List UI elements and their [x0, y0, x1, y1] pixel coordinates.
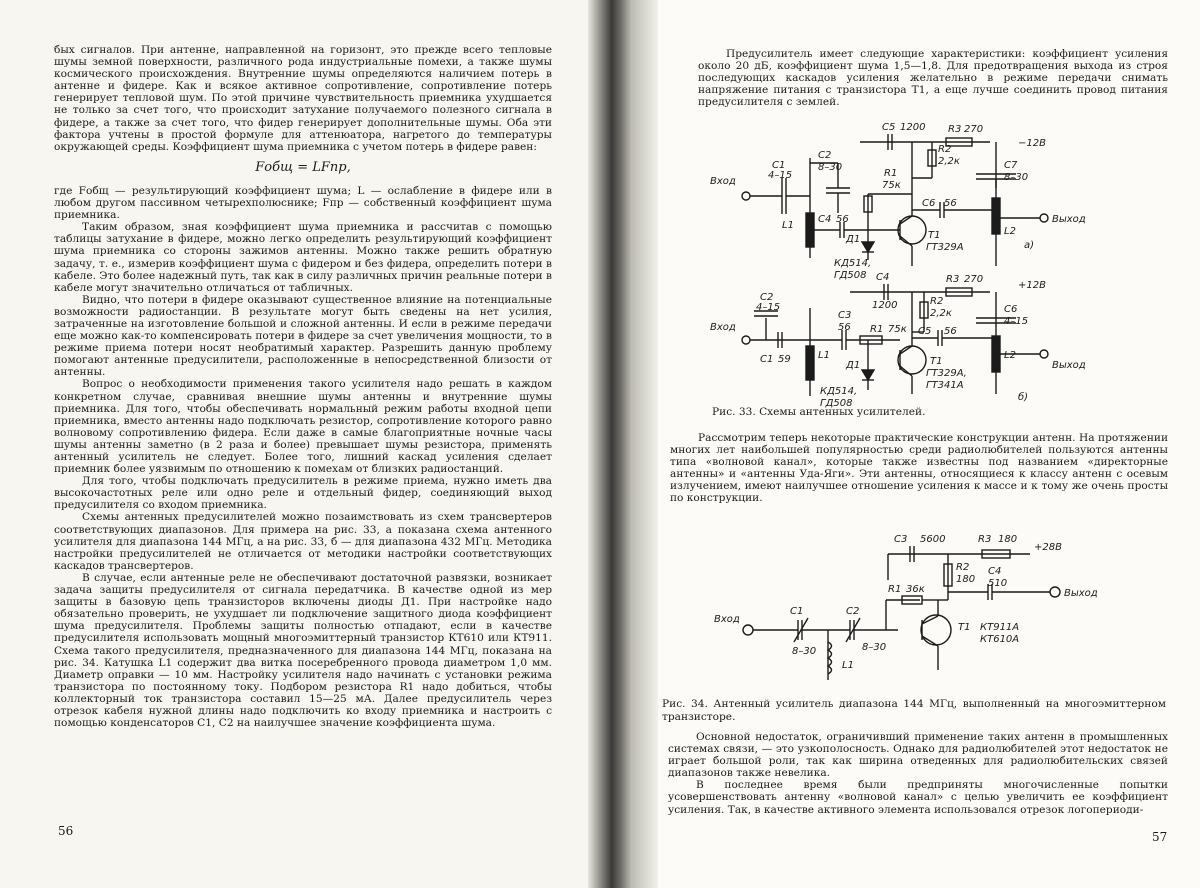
- fig33b-output-label: Выход: [1052, 360, 1086, 371]
- book-gutter: [588, 0, 658, 888]
- fig34-input-label: Вход: [714, 614, 740, 625]
- page-number-left: 56: [58, 824, 74, 838]
- fig33b-t1-type-b: ГТ341А: [926, 380, 964, 391]
- fig33a-input-label: Вход: [710, 176, 736, 187]
- paragraph: Рассмотрим теперь некоторые практические конструкции антенн. На протяжении многих лет наибольшей популярностью среди радиолюбителей пользуются антенны типа «волновой канал», которые также известны под названием «директорные антенны» и «антенны Уда-Яги». Эти антенны, относящиеся к классу антенн с осевым излучением, имеют наилучшее отношение усиления к массе и к тому же очень просты по конструкции.: [670, 432, 1168, 505]
- fig33a-sublabel: а): [1024, 240, 1035, 251]
- fig33a-t1: T1: [928, 230, 941, 241]
- fig33b-c2-value: 4–15: [756, 302, 781, 313]
- fig34-t1: T1: [958, 622, 971, 633]
- fig33b-r2: R2: [930, 296, 944, 307]
- fig33b-c3: C3: [838, 310, 852, 321]
- fig33b-c4-value: 1200: [872, 300, 898, 311]
- fig33a-c5: C5: [882, 122, 896, 133]
- fig33b-c3-value: 56: [838, 322, 851, 333]
- fig34-c3-value: 5600: [920, 534, 946, 545]
- fig33b-c1-value: 59: [778, 354, 791, 365]
- fig34-c4-value: 510: [988, 578, 1008, 589]
- fig33b-c1: C1: [760, 354, 774, 365]
- fig34-r2: R2: [956, 562, 970, 573]
- fig33a-r3: R3: [948, 124, 962, 135]
- fig34-c1-value: 8–30: [792, 646, 817, 657]
- paragraph: В случае, если антенные реле не обеспечивают достаточной развязки, возникает задача защиты предусилителя от сигнала передатчика. В качестве одной из мер защиты в базовую цепь транзисторов включены диоды Д1. При настройке надо обязательно проверить, не ухудшает ли подключение защитного диода коэффициент шума предусилителя. Проблемы защиты полностью отпадают, если в качестве предусилителя использовать мощный многоэмиттерный транзистор КТ610 или КТ911. Схема такого предусилителя, предназначенного для диапазона 144 МГц, показана на рис. 34. Катушка L1 содержит два витка посеребренного провода диаметром 1,0 мм. Диаметр оправки — 10 мм. Настройку усилителя надо начинать с установки режима транзистора по постоянному току. Подбором резистора R1 надо добиться, чтобы коллекторный ток транзистора составил 15—25 мА. Далее предусилитель через отрезок кабеля нужной длины надо подключить ко входу приемника и настроить с помощью конденсаторов C1, C2 на наилучшее значение коэффициента шума.: [54, 571, 552, 730]
- fig33b-c5-value: 56: [944, 326, 957, 337]
- fig33b-d1: Д1: [846, 360, 861, 371]
- fig33b-c5: C5: [918, 326, 932, 337]
- paragraph: Схемы антенных предусилителей можно позаимствовать из схем трансвертеров соответствующих диапазонов. Для примера на рис. 33, а показана схема антенного усилителя для диапазона 144 МГц, а на рис. 33, б — для диапазона 432 МГц. Методика настройки предусилителей не отличается от методики настройки соответствующих каскадов трансвертеров.: [54, 511, 552, 572]
- fig33b-r3-value: 270: [964, 274, 984, 285]
- fig33b-c4: C4: [876, 272, 890, 283]
- right-intro-text: [698, 48, 1168, 108]
- right-middle-text: [670, 432, 1168, 505]
- fig33b-c6: C6: [1004, 304, 1018, 315]
- fig33a-output-label: Выход: [1052, 214, 1086, 225]
- fig33b-input-label: Вход: [710, 322, 736, 333]
- fig33a-c1: C1: [772, 160, 786, 171]
- fig33a-c2-value: 8–30: [818, 162, 843, 173]
- fig33a-d1-type-a: КД514,: [834, 258, 872, 269]
- fig33a-r1-value: 75к: [882, 180, 901, 191]
- fig33b-supply: +12В: [1018, 280, 1046, 291]
- fig33a-r1: R1: [884, 168, 898, 179]
- paragraph: Основной недостаток, ограничивший применение таких антенн в промышленных системах связи, — это узкополосность. Однако для радиолюбителей этот недостаток не играет большой роли, так как ширина отведенных для радиолюбительских связей диапазонов также невелика.: [668, 731, 1168, 780]
- paragraph: Предусилитель имеет следующие характеристики: коэффициент усиления около 20 дБ, коэффициент шума 1,5—1,8. Для предотвращения выхода из строя последующих каскадов усиления желательно в режиме передачи снимать напряжение питания с транзистора T1, а еще лучше соединить провод питания предусилителя с землей.: [698, 48, 1168, 109]
- fig33a-r2-value: 2,2к: [938, 156, 960, 167]
- fig33a-c2: C2: [818, 150, 832, 161]
- fig33a-supply: −12В: [1018, 138, 1046, 149]
- figure-34-caption: Рис. 34. Антенный усилитель диапазона 144 МГц, выполненный на многоэмиттерном транзисторе.: [662, 698, 1166, 723]
- fig33b-d1-type-b: ГД508: [820, 398, 853, 409]
- fig33b-r1: R1: [870, 324, 884, 335]
- fig33b-l1: L1: [818, 350, 830, 361]
- left-page-text: [54, 44, 552, 729]
- fig34-c2: C2: [846, 606, 860, 617]
- fig34-c4: C4: [988, 566, 1002, 577]
- fig34-supply: +28В: [1034, 542, 1062, 553]
- fig34-r1-value: 36к: [906, 584, 925, 595]
- fig33b-t1-type-a: ГТ329А,: [926, 368, 967, 379]
- fig33b-d1-type-a: КД514,: [820, 386, 858, 397]
- fig33a-l1: L1: [782, 220, 794, 231]
- right-page: [600, 0, 1200, 888]
- fig34-c3: C3: [894, 534, 908, 545]
- fig33a-c5-value: 1200: [900, 122, 926, 133]
- fig34-l1: L1: [842, 660, 854, 671]
- figure-33-schematics: [700, 118, 1180, 418]
- right-bottom-text: [668, 731, 1168, 816]
- paragraph: Для того, чтобы подключать предусилитель в режиме приема, нужно иметь два высокочастотных реле или одно реле и отдельный фидер, соединяющий выход предусилителя со входом приемника.: [54, 475, 552, 512]
- paragraph: Таким образом, зная коэффициент шума приемника и рассчитав с помощью таблицы затухание в фидере, можно легко определить результирующий коэффициент шума приемника со стороны зажимов антенны. Можно также решить обратную задачу, т. е., измерив коэффициент шума с фидером и без фидера, определить потери в кабеле. Это более надежный путь, так как в силу различных причин реальные потери в кабеле могут значительно отличаться от табличных.: [54, 221, 552, 294]
- fig33b-c6-value: 4–15: [1004, 316, 1029, 327]
- paragraph: Вопрос о необходимости применения такого усилителя надо решать в каждом конкретном случае, сравнивая внешние шумы антенны и внутренние шумы приемника. Для того, чтобы обеспечивать нормальный режим работы входной цепи приемника, вместо антенны надо подключать резистор, сопротивление которого равно волновому сопротивлению фидера. Если даже в самые благоприятные ночные часы шумы антенны заметно (в 2 раза и более) превышает шумы резистора, применять антенный усилитель не следует. Более того, лишний каскад усиления сделает приемник более уязвимым по отношению к помехам от близких радиостанций.: [54, 378, 552, 476]
- fig34-output-label: Выход: [1064, 588, 1098, 599]
- figure-34-schematic: [700, 530, 1170, 695]
- fig33a-l2: L2: [1004, 226, 1016, 237]
- fig33a-d1-type-b: ГД508: [834, 270, 867, 281]
- paragraph: бых сигналов. При антенне, направленной на горизонт, это прежде всего тепловые шумы земной поверхности, различного рода индустриальные помехи, а также шумы космического происхождения. Внутренние шумы определяются наличием потерь в антенне и фидере. Как и всякое активное сопротивление, сопротивление потерь генерирует тепловой шум. По этой причине чувствительность приемника ухудшается не только за счет того, что происходит затухание получаемого полезного сигнала в фидере, а также за счет того, что фидер генерирует дополнительные шумы. Оба эти фактора учтены в простой формуле для аттенюатора, нагретого до температуры окружающей среды. Коэффициент шума приемника с учетом потерь в фидере равен:: [54, 44, 552, 153]
- page-number-right: 57: [1152, 830, 1168, 844]
- fig33a-c7: C7: [1004, 160, 1018, 171]
- fig33a-c4: C4: [818, 214, 832, 225]
- fig34-c2-value: 8–30: [862, 642, 887, 653]
- fig33b-t1: T1: [930, 356, 943, 367]
- fig33b-r1-value: 75к: [888, 324, 907, 335]
- fig33b-r3: R3: [946, 274, 960, 285]
- fig33b-l2: L2: [1004, 350, 1016, 361]
- fig33a-c4-value: 56: [836, 214, 849, 225]
- fig34-r2-value: 180: [956, 574, 976, 585]
- fig34-c1: C1: [790, 606, 804, 617]
- fig34-r3-value: 180: [998, 534, 1018, 545]
- fig33a-c6: C6: [922, 198, 936, 209]
- fig33a-c1-value: 4–15: [768, 170, 793, 181]
- fig33a-c6-value: 56: [944, 198, 957, 209]
- fig33a-t1-type: ГТ329А: [926, 242, 964, 253]
- paragraph: где Fобщ — результирующий коэффициент шума; L — ослабление в фидере или в любом другом пассивном четырехполюснике; Fпр — собственный коэффициент шума приемника.: [54, 184, 552, 222]
- fig33b-c2: C2: [760, 292, 774, 303]
- fig33a-d1: Д1: [846, 234, 861, 245]
- formula-noise-figure: Fобщ = LFпр,: [255, 159, 351, 175]
- paragraph: В последнее время были предприняты многочисленные попытки усовершенствовать антенну «волновой канал» с целью увеличить ее коэффициент усиления. Так, в качестве активного элемента использовался отрезок логопериоди-: [668, 779, 1168, 816]
- fig33b-sublabel: б): [1018, 392, 1029, 403]
- fig34-r3: R3: [978, 534, 992, 545]
- fig33a-r3-value: 270: [964, 124, 984, 135]
- fig34-r1: R1: [888, 584, 902, 595]
- fig33a-r2: R2: [938, 144, 952, 155]
- fig34-t1-type-a: КТ911А: [980, 622, 1020, 633]
- fig34-t1-type-b: КТ610А: [980, 634, 1020, 645]
- fig33b-r2-value: 2,2к: [930, 308, 952, 319]
- fig33a-c7-value: 8–30: [1004, 172, 1029, 183]
- figure-33-caption: Рис. 33. Схемы антенных усилителей.: [712, 406, 926, 418]
- paragraph: Видно, что потери в фидере оказывают существенное влияние на потенциальные возможности радиостанции. В результате могут быть сведены на нет усилия, затраченные на изготовление большой и сложной антенны. И если в режиме передачи еще можно как-то компенсировать потери в фидере за счет увеличения мощности, то в режиме приема потери носят необратимый характер. Разрешить данную проблему помогают антенные предусилители, расположенные в непосредственной близости от антенны.: [54, 293, 552, 379]
